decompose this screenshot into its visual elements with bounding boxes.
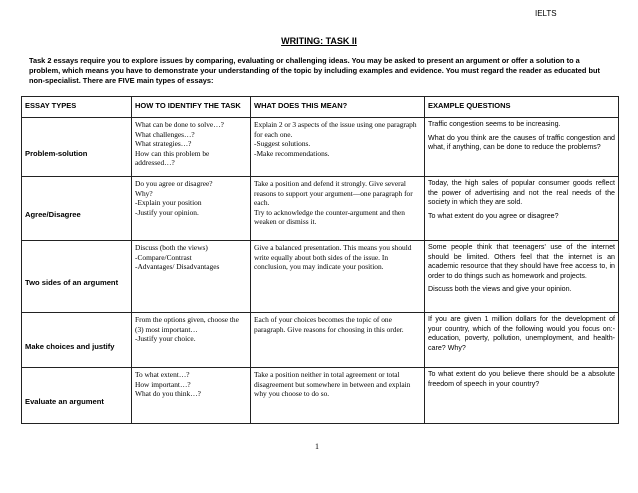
essay-type-cell: Two sides of an argument — [22, 241, 132, 313]
header-meaning: WHAT DOES THIS MEAN? — [251, 97, 425, 118]
meaning-cell-line: Give a balanced presentation. This means you should write equally about both sides of the issue. In conclusion, you may indicate your position. — [254, 243, 412, 272]
example-cell-line: To what extent do you believe there should be a absolute freedom of speech in your country? — [428, 370, 615, 388]
example-cell — [425, 368, 619, 424]
intro-paragraph: Task 2 essays require you to explore issues by comparing, evaluating or challenging ideas. You may be asked to present an argument or offer a solution to a problem, which means you have to demonstrate your understanding of the topic by including examples and evidence. You must regard the reader as educated but non-specialist. There are FIVE main types of essays: — [29, 56, 600, 85]
identify-cell-line: -Justify your choice. — [135, 334, 196, 344]
example-cell-line: Some people think that teenagers' use of the internet should be limited. Others feel that the internet is an academic resource that they should have free access to, in order to do things such as homework and projects. — [428, 243, 615, 280]
identify-cell-line: -Explain your position — [135, 198, 202, 208]
identify-cell — [132, 313, 251, 368]
identify-cell — [132, 368, 251, 424]
identify-cell-line: What strategies…? — [135, 139, 192, 149]
page-title: WRITING: TASK II — [281, 36, 357, 46]
identify-cell — [132, 177, 251, 241]
essay-type-cell: Make choices and justify — [22, 313, 132, 368]
table-header-row — [22, 97, 619, 118]
essay-type-cell: Evaluate an argument — [22, 368, 132, 424]
identify-cell-line: -Compare/Contrast — [135, 252, 192, 262]
identify-cell-line: Why? — [135, 188, 153, 198]
essay-type-cell: Problem-solution — [22, 118, 132, 177]
identify-cell-line: Do you agree or disagree? — [135, 179, 213, 188]
table-row — [22, 118, 619, 177]
page-number: 1 — [315, 442, 319, 451]
essay-types-table — [21, 96, 619, 424]
example-cell — [425, 118, 619, 177]
meaning-cell-line: Each of your choices becomes the topic of one paragraph. Give reasons for choosing in this order. — [254, 315, 404, 334]
meaning-cell — [251, 118, 425, 177]
identify-cell-line: -Advantages/ Disadvantages — [135, 262, 220, 272]
header-identify: HOW TO IDENTIFY THE TASK — [132, 97, 251, 118]
identify-cell-line: How important…? — [135, 379, 191, 389]
identify-cell — [132, 241, 251, 313]
identify-cell-line: How can this problem be addressed…? — [135, 148, 210, 168]
example-cell — [425, 177, 619, 241]
meaning-cell-line: Take a position and defend it strongly. Give several reasons to support your argument—one paragraph for each. — [254, 179, 413, 208]
table-row — [22, 368, 619, 424]
table-row — [22, 177, 619, 241]
header-example: EXAMPLE QUESTIONS — [425, 97, 619, 118]
meaning-cell — [251, 177, 425, 241]
meaning-cell-line: Try to acknowledge the counter-argument and then weaken or dismiss it. — [254, 207, 405, 227]
meaning-cell-line: -Suggest solutions. — [254, 139, 311, 149]
identify-cell-line: What do you think…? — [135, 389, 201, 399]
example-cell-line: Discuss both the views and give your opinion. — [428, 285, 572, 294]
identify-cell-line: To what extent…? — [135, 370, 190, 379]
meaning-cell-line: -Make recommendations. — [254, 148, 330, 158]
identify-cell — [132, 118, 251, 177]
identify-cell-line: Discuss (both the views) — [135, 243, 208, 252]
example-cell-line: To what extent do you agree or disagree? — [428, 211, 559, 220]
table-row — [22, 313, 619, 368]
table-row — [22, 241, 619, 313]
example-cell-line: What do you think are the causes of traffic congestion and what, if anything, can be done to reduce the problems? — [428, 133, 615, 152]
example-cell-line: Traffic congestion seems to be increasing. — [428, 120, 561, 128]
identify-cell-line: From the options given, choose the (3) most important… — [135, 315, 239, 334]
identify-cell-line: -Justify your opinion. — [135, 207, 199, 217]
example-cell — [425, 241, 619, 313]
meaning-cell — [251, 241, 425, 313]
meaning-cell-line: Explain 2 or 3 aspects of the issue using one paragraph for each one. — [254, 120, 417, 139]
header-tag: IELTS — [535, 9, 557, 18]
meaning-cell-line: Take a position neither in total agreement or total disagreement but somewhere in between and explain why you choose to do so. — [254, 370, 411, 399]
meaning-cell — [251, 313, 425, 368]
meaning-cell — [251, 368, 425, 424]
example-cell-line: If you are given 1 million dollars for the development of your country, which of the following would you focus on:-education, poverty, pollution, unemployment, and health-care? Why? — [428, 315, 615, 352]
example-cell-line: Today, the high sales of popular consumer goods reflect the power of advertising and not the real needs of the society in which they are sold. — [428, 179, 615, 207]
identify-cell-line: What can be done to solve…? — [135, 120, 224, 129]
header-essay-types: ESSAY TYPES — [22, 97, 132, 118]
example-cell — [425, 313, 619, 368]
essay-type-cell: Agree/Disagree — [22, 177, 132, 241]
identify-cell-line: What challenges…? — [135, 129, 195, 139]
